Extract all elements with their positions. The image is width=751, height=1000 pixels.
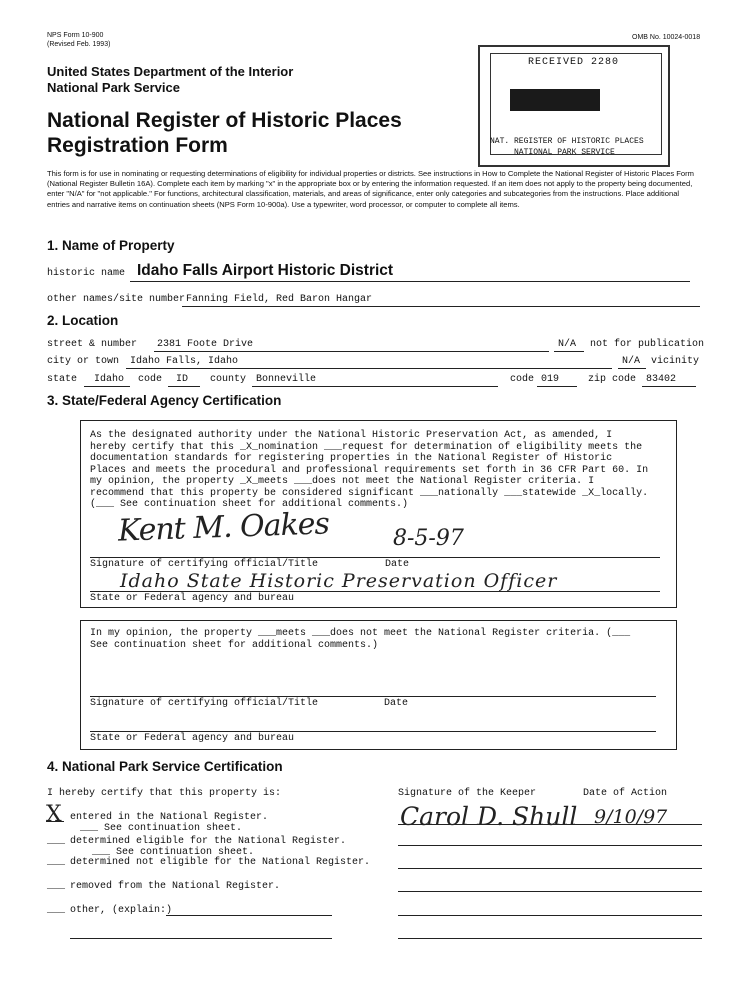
street-label: street & number — [47, 339, 138, 350]
option-entered-continuation[interactable]: ___ See continuation sheet. — [80, 823, 243, 834]
date2-label: Date — [384, 698, 409, 709]
state-code-value[interactable]: ID — [176, 374, 189, 385]
keeper-line-1 — [398, 824, 702, 825]
stamp-received: RECEIVED 2280 — [528, 57, 620, 68]
vicinity-label: vicinity — [651, 356, 700, 367]
service-name: National Park Service — [47, 80, 180, 95]
agency2-label: State or Federal agency and bureau — [90, 733, 295, 744]
keeper-line-2 — [398, 845, 702, 846]
county-code-value[interactable]: 019 — [541, 374, 560, 385]
county-value[interactable]: Bonneville — [256, 374, 317, 385]
form-number: NPS Form 10-900 — [47, 32, 104, 39]
other-names-value[interactable]: Fanning Field, Red Baron Hangar — [186, 294, 373, 305]
other-explain-line — [166, 915, 332, 916]
agency-line-2 — [90, 731, 656, 732]
option-removed: removed from the National Register. — [70, 881, 281, 892]
option-not-eligible: determined not eligible for the National Register. — [70, 857, 371, 868]
city-value[interactable]: Idaho Falls, Idaho — [130, 356, 239, 367]
agency-label: State or Federal agency and bureau — [90, 593, 295, 604]
sig-line-1 — [90, 557, 660, 558]
option-eligible: determined eligible for the National Register. — [70, 836, 347, 847]
entered-checkmark[interactable]: X — [46, 802, 62, 827]
form-title: National Register of Historic Places — [47, 109, 402, 132]
zip-value[interactable]: 83402 — [646, 374, 677, 385]
state-line — [84, 386, 130, 387]
opinion-text: In my opinion, the property ___meets ___does not meet the National Register criteria. (___ See continuation sheet for additional comments.) — [90, 628, 631, 651]
signature2-label: Signature of certifying official/Title — [90, 698, 319, 709]
omb-number: OMB No. 10024-0018 — [632, 34, 701, 41]
other-names-line — [182, 306, 700, 307]
option-other: other, (explain:) — [70, 905, 173, 916]
state-label: state — [47, 374, 78, 385]
sig-line-2 — [90, 696, 656, 697]
form-revised: (Revised Feb. 1993) — [47, 41, 111, 48]
keeper-line-6 — [398, 938, 702, 939]
handwritten-date: 8-5-97 — [393, 526, 464, 551]
other-explain-line-2 — [70, 938, 332, 939]
handwritten-signature: Kent M. Oakes — [117, 506, 330, 549]
instructions-text: This form is for use in nominating or requesting determinations of eligibility for individual properties or districts. See instructions in How to Complete the National Register of Historic Places Form (National Register Bulletin 16A). Complete each item by marking "x" in the appropriate box or by entering the information requested. If an item does not apply to the property being documented, enter "N/A" for "not applicable." For functions, architectural classification, materials, and areas of significance, enter only categories and subcategories from the instructions. Place additional entries and narrative items on continuation sheets (NPS Form 10-900a). Use a typewriter, word processor, or computer to complete all items. — [47, 169, 695, 209]
county-code-label: code — [510, 374, 535, 385]
agency-line-1 — [90, 591, 660, 592]
city-label: city or town — [47, 356, 120, 367]
county-label: county — [210, 374, 247, 385]
state-code-label: code — [138, 374, 163, 385]
county-line — [252, 386, 498, 387]
county-code-line — [537, 386, 577, 387]
state-value[interactable]: Idaho — [94, 374, 125, 385]
city-line — [126, 368, 612, 369]
not-eligible-blank[interactable]: ___ — [47, 857, 66, 868]
section3-heading: 3. State/Federal Agency Certification — [47, 393, 282, 408]
date-label: Date — [385, 559, 410, 570]
historic-name-line — [130, 281, 690, 282]
received-stamp — [478, 45, 670, 167]
vicinity-value[interactable]: N/A — [622, 356, 641, 367]
street-line — [154, 351, 549, 352]
section2-heading: 2. Location — [47, 313, 119, 328]
nfp-value[interactable]: N/A — [558, 339, 577, 350]
handwritten-agency: Idaho State Historic Preservation Officer — [120, 570, 558, 592]
stamp-line1: NAT. REGISTER OF HISTORIC PLACES — [490, 137, 644, 146]
certify-text: I hereby certify that this property is: — [47, 788, 282, 799]
certification-text: As the designated authority under the National Historic Preservation Act, as amended, I hereby certify that this _X_nomination ___request for determination of eligibility meets the documentation standards for registering properties in the National Register of Historic Places and meets the procedural and professional requirements set forth in 36 CFR Part 60. In my opinion, the property _X_meets ___does not meet the National Register criteria. I recommend that this property be considered significant ___nationally ___statewide _X_locally. (___ See continuation sheet for additional comments.) — [90, 430, 649, 510]
other-names-label: other names/site number — [47, 294, 186, 305]
vicinity-line — [618, 368, 646, 369]
keeper-line-3 — [398, 868, 702, 869]
option-eligible-continuation[interactable]: ___ See continuation sheet. — [92, 847, 255, 858]
nfp-label: not for publication — [590, 339, 705, 350]
historic-name-value[interactable]: Idaho Falls Airport Historic District — [137, 262, 394, 279]
nfp-line — [554, 351, 584, 352]
zip-label: zip code — [588, 374, 637, 385]
removed-blank[interactable]: ___ — [47, 881, 66, 892]
option-entered: entered in the National Register. — [70, 812, 269, 823]
signature-label: Signature of certifying official/Title — [90, 559, 319, 570]
keeper-label: Signature of the Keeper — [398, 788, 537, 799]
keeper-line-4 — [398, 891, 702, 892]
street-value[interactable]: 2381 Foote Drive — [157, 339, 254, 350]
section1-heading: 1. Name of Property — [47, 238, 175, 253]
other-blank[interactable]: ___ — [47, 905, 66, 916]
zip-line — [642, 386, 696, 387]
action-date-value: 9/10/97 — [594, 806, 668, 828]
keeper-signature: Carol D. Shull — [400, 802, 578, 831]
action-date-label: Date of Action — [583, 788, 668, 799]
stamp-date-smudge — [510, 89, 600, 111]
keeper-line-5 — [398, 915, 702, 916]
eligible-blank[interactable]: ___ — [47, 836, 66, 847]
stamp-line2: NATIONAL PARK SERVICE — [514, 148, 615, 157]
entered-blank — [46, 821, 64, 822]
department-name: United States Department of the Interior — [47, 64, 294, 79]
historic-name-label: historic name — [47, 268, 126, 279]
form-subtitle: Registration Form — [47, 134, 228, 157]
state-code-line — [168, 386, 200, 387]
section4-heading: 4. National Park Service Certification — [47, 759, 283, 774]
